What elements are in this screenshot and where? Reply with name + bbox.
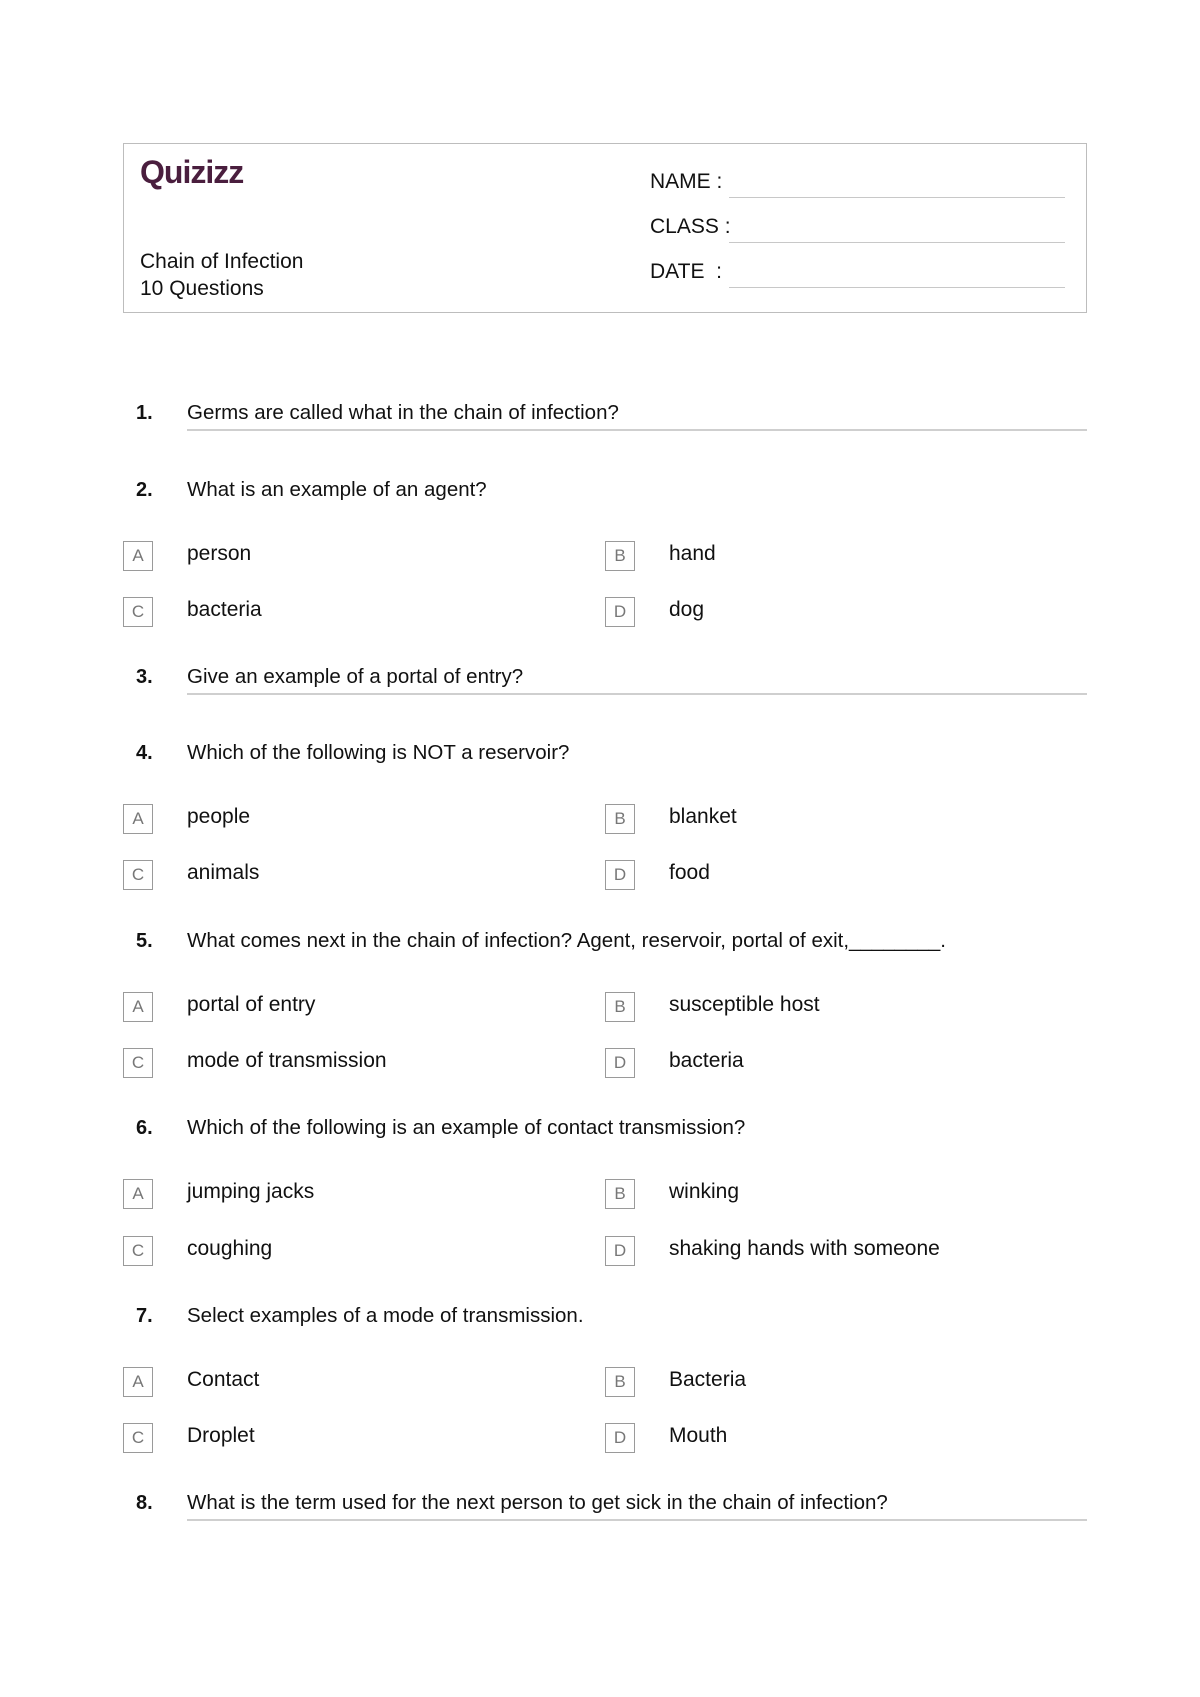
question-text: Which of the following is NOT a reservoir? xyxy=(187,741,570,764)
option-text: bacteria xyxy=(669,1049,744,1072)
date-line[interactable] xyxy=(729,287,1065,288)
option-text: hand xyxy=(669,542,716,565)
option-letter-box: B xyxy=(605,541,635,571)
option-letter-box: A xyxy=(123,992,153,1022)
question-count: 10 Questions xyxy=(140,277,264,300)
option-text: winking xyxy=(669,1180,740,1203)
question-number: 5. xyxy=(136,930,153,952)
question-number: 2. xyxy=(136,479,153,501)
question-text: Which of the following is an example of contact transmission? xyxy=(187,1116,746,1139)
option-letter-box: D xyxy=(605,1423,635,1453)
option-letter-box: B xyxy=(605,992,635,1022)
option-letter-box: D xyxy=(605,1048,635,1078)
option-text: Mouth xyxy=(669,1424,728,1447)
option-letter-box: A xyxy=(123,1179,153,1209)
option-letter-box: C xyxy=(123,1236,153,1266)
class-label: CLASS : xyxy=(650,215,731,238)
option-letter-box: A xyxy=(123,1367,153,1397)
worksheet-header xyxy=(123,143,1087,313)
name-label: NAME : xyxy=(650,170,723,193)
class-line[interactable] xyxy=(729,242,1065,243)
option-letter-box: C xyxy=(123,1048,153,1078)
question-number: 8. xyxy=(136,1492,153,1514)
question-number: 4. xyxy=(136,742,153,764)
option-letter-box: C xyxy=(123,1423,153,1453)
quiz-title-block xyxy=(140,248,303,302)
option-text: person xyxy=(187,542,252,565)
option-text: portal of entry xyxy=(187,993,316,1016)
option-text: bacteria xyxy=(187,598,262,621)
question-text: Germs are called what in the chain of infection? xyxy=(187,401,619,424)
option-text: dog xyxy=(669,598,705,621)
option-letter-box: B xyxy=(605,1179,635,1209)
answer-line[interactable] xyxy=(187,1519,1087,1521)
option-text: animals xyxy=(187,861,260,884)
question-number: 3. xyxy=(136,666,153,688)
option-letter-box: D xyxy=(605,1236,635,1266)
question-number: 7. xyxy=(136,1305,153,1327)
date-label: DATE : xyxy=(650,260,722,283)
option-letter-box: B xyxy=(605,804,635,834)
answer-line[interactable] xyxy=(187,429,1087,431)
name-line[interactable] xyxy=(729,197,1065,198)
question-text: What is an example of an agent? xyxy=(187,478,487,501)
option-text: mode of transmission xyxy=(187,1049,387,1072)
question-number: 6. xyxy=(136,1117,153,1139)
option-letter-box: B xyxy=(605,1367,635,1397)
answer-line[interactable] xyxy=(187,693,1087,695)
question-text: Give an example of a portal of entry? xyxy=(187,665,524,688)
option-letter-box: D xyxy=(605,860,635,890)
question-text: What comes next in the chain of infection? Agent, reservoir, portal of exit,________. xyxy=(187,929,946,952)
option-text: blanket xyxy=(669,805,737,828)
option-text: Bacteria xyxy=(669,1368,747,1391)
option-text: susceptible host xyxy=(669,993,820,1016)
quizizz-logo: Quizizz xyxy=(140,154,244,190)
option-text: people xyxy=(187,805,251,828)
option-letter-box: A xyxy=(123,541,153,571)
option-letter-box: C xyxy=(123,860,153,890)
option-letter-box: D xyxy=(605,597,635,627)
option-text: jumping jacks xyxy=(187,1180,315,1203)
option-text: coughing xyxy=(187,1237,273,1260)
question-text: Select examples of a mode of transmission. xyxy=(187,1304,584,1327)
option-text: food xyxy=(669,861,710,884)
question-number: 1. xyxy=(136,402,153,424)
option-text: Contact xyxy=(187,1368,260,1391)
quiz-title: Chain of Infection xyxy=(140,250,304,273)
option-text: Droplet xyxy=(187,1424,255,1447)
option-letter-box: A xyxy=(123,804,153,834)
option-letter-box: C xyxy=(123,597,153,627)
option-text: shaking hands with someone xyxy=(669,1237,940,1260)
question-text: What is the term used for the next person to get sick in the chain of infection? xyxy=(187,1491,888,1514)
